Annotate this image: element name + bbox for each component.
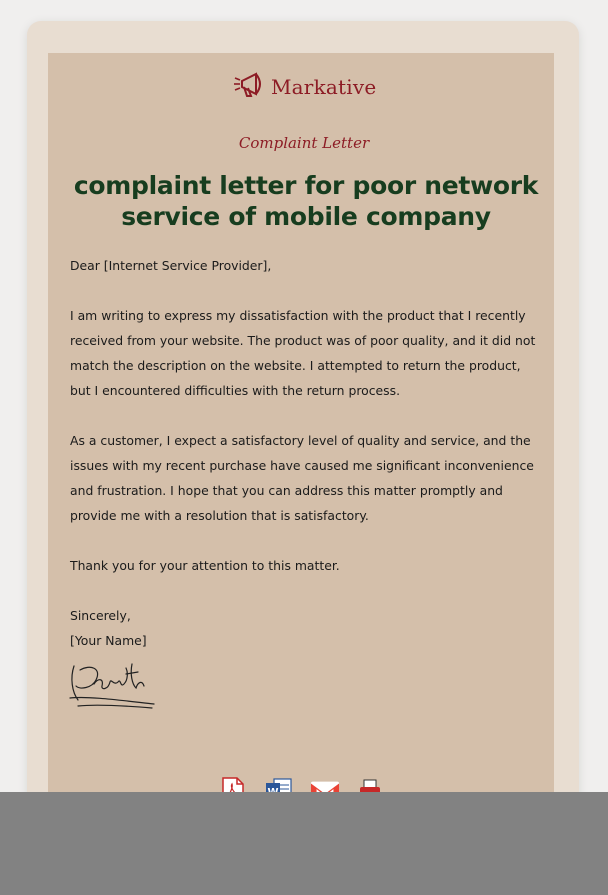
closing: Sincerely, <box>70 608 131 623</box>
letter-subtitle: Complaint Letter <box>238 134 370 152</box>
body-paragraph-3: Thank you for your attention to this matter. <box>70 558 340 573</box>
signature-image <box>68 660 160 714</box>
brand-logo[interactable] <box>234 67 376 101</box>
salutation: Dear [Internet Service Provider], <box>70 258 272 273</box>
letter-title: complaint letter for poor network service of mobile company <box>73 171 539 231</box>
megaphone-icon <box>234 68 268 100</box>
sender-name: [Your Name] <box>70 633 147 648</box>
body-paragraph-1: I am writing to express my dissatisfaction with the product that I recently received from your website. The product was of poor quality, and it did not match the description on the website. I attempted to return the product, but I encountered difficulties with the return process. <box>70 308 536 398</box>
body-paragraph-2: As a customer, I expect a satisfactory level of quality and service, and the issues with my recent purchase have caused me significant inconvenience and frustration. I hope that you can address this matter promptly and provide me with a resolution that is satisfactory. <box>70 433 534 523</box>
bottom-overlay-bar <box>0 792 608 895</box>
brand-name: Markative <box>271 74 377 99</box>
